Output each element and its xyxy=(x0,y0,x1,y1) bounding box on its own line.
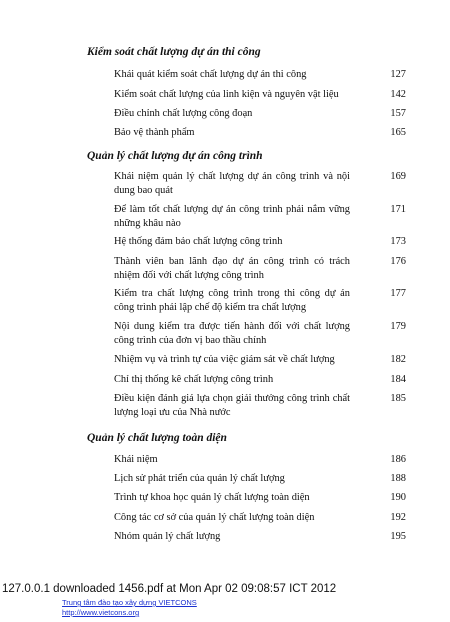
toc-page-number: 185 xyxy=(390,393,406,404)
toc-page-number: 165 xyxy=(390,127,406,138)
toc-entry: Khái quát kiểm soát chất lượng dự án thi công xyxy=(114,69,307,80)
toc-page-number: 173 xyxy=(390,236,406,247)
toc-entry: Nhiệm vụ và trình tự của việc giám sát về chất lượng xyxy=(114,354,335,365)
toc-page-number: 127 xyxy=(390,69,406,80)
toc-page-number: 157 xyxy=(390,108,406,119)
section-title: Kiểm soát chất lượng dự án thi công xyxy=(87,46,261,58)
toc-page-number: 190 xyxy=(390,492,406,503)
toc-entry: Thành viên ban lãnh đạo dự án công trình có trách nhiệm đối với chất lượng công trình xyxy=(114,256,350,281)
toc-page-number: 182 xyxy=(390,354,406,365)
toc-page-number: 169 xyxy=(390,171,406,182)
toc-page-number: 188 xyxy=(390,473,406,484)
toc-entry: Nội dung kiểm tra được tiến hành đối với chất lượng công trình của đơn vị bao thầu chính xyxy=(114,321,350,346)
toc-entry: Kiểm tra chất lượng công trình trong thi công dự án công trình phải lập chế độ kiểm tra chất lượng xyxy=(114,288,350,313)
site-link[interactable]: http://www.vietcons.org xyxy=(62,608,140,617)
center-link[interactable]: Trung tâm đào tạo xây dựng VIETCONS xyxy=(62,598,197,607)
toc-entry: Chỉ thị thống kê chất lượng công trình xyxy=(114,374,274,385)
toc-page-number: 179 xyxy=(390,321,406,332)
section-title: Quản lý chất lượng dự án công trình xyxy=(87,150,263,162)
toc-entry: Điều chỉnh chất lượng công đoạn xyxy=(114,108,253,119)
toc-entry: Bảo vệ thành phẩm xyxy=(114,127,195,138)
toc-page-number: 186 xyxy=(390,454,406,465)
toc-page-number: 195 xyxy=(390,531,406,542)
download-note: 127.0.0.1 downloaded 1456.pdf at Mon Apr 02 09:08:57 ICT 2012 xyxy=(2,583,337,595)
toc-page-number: 142 xyxy=(390,89,406,100)
toc-entry: Khái niệm xyxy=(114,454,158,465)
toc-entry: Để làm tốt chất lượng dự án công trình phải nắm vững những khâu nào xyxy=(114,204,350,229)
toc-page-number: 176 xyxy=(390,256,406,267)
toc-entry: Nhóm quản lý chất lượng xyxy=(114,531,221,542)
toc-entry: Kiểm soát chất lượng của linh kiện và nguyên vật liệu xyxy=(114,89,339,100)
toc-entry: Khái niệm quản lý chất lượng dự án công trình và nội dung bao quát xyxy=(114,171,350,196)
toc-page-number: 192 xyxy=(390,512,406,523)
toc-entry: Điều kiện đánh giá lựa chọn giải thưởng công trình chất lượng loại ưu của Nhà nước xyxy=(114,393,350,418)
toc-entry: Công tác cơ sở của quản lý chất lượng toàn diện xyxy=(114,512,315,523)
toc-page-number: 177 xyxy=(390,288,406,299)
toc-entry: Trình tự khoa học quản lý chất lượng toàn diện xyxy=(114,492,310,503)
toc-entry: Hệ thống đảm bảo chất lượng công trình xyxy=(114,236,283,247)
section-title: Quản lý chất lượng toàn diện xyxy=(87,432,227,444)
toc-page-number: 171 xyxy=(390,204,406,215)
toc-page-number: 184 xyxy=(390,374,406,385)
toc-entry: Lịch sử phát triển của quản lý chất lượng xyxy=(114,473,285,484)
